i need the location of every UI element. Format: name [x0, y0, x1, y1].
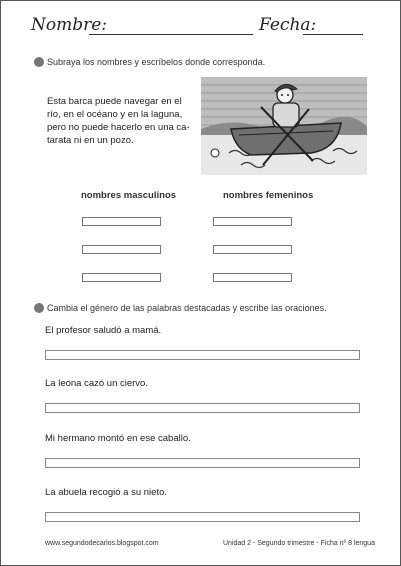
feminine-answer-box-1[interactable]: [213, 217, 292, 226]
sentence-4: La abuela recogió a su nieto.: [45, 487, 168, 498]
name-label: Nombre:: [31, 15, 108, 35]
sentence-2: La leona cazó un ciervo.: [45, 378, 148, 389]
footer-url: www.segundodecarlos.blogspot.com: [45, 540, 159, 547]
exercise-1-instruction: Subraya los nombres y escríbelos donde corresponda.: [47, 57, 266, 67]
footer-unit: Unidad 2 - Segundo trimestre - Ficha nº 8 lengua: [223, 540, 375, 547]
exercise-1-paragraph: [47, 95, 197, 147]
date-line[interactable]: [303, 34, 363, 35]
write-line-1[interactable]: [45, 350, 360, 360]
feminine-answer-box-2[interactable]: [213, 245, 292, 254]
exercise-2-instruction: Cambia el género de las palabras destacadas y escribe las oraciones.: [47, 303, 327, 313]
paragraph-line: pero no puede hacerlo en una ca-: [47, 122, 190, 133]
paragraph-line: tarata ni en un pozo.: [47, 135, 134, 146]
date-label: Fecha:: [259, 15, 317, 35]
exercise-1-bullet: [34, 57, 44, 67]
rowing-boy-illustration: [201, 77, 367, 175]
sentence-3: Mi hermano montó en ese caballo.: [45, 433, 191, 444]
write-line-4[interactable]: [45, 512, 360, 522]
write-line-2[interactable]: [45, 403, 360, 413]
name-line[interactable]: [89, 34, 253, 35]
sentence-1: El profesor saludó a mamá.: [45, 325, 162, 336]
paragraph-line: río, en el océano y en la laguna,: [47, 109, 183, 120]
feminine-column-header: nombres femeninos: [223, 190, 314, 201]
masculine-column-header: nombres masculinos: [81, 190, 177, 201]
masculine-answer-box-3[interactable]: [82, 273, 161, 282]
write-line-3[interactable]: [45, 458, 360, 468]
exercise-2-bullet: [34, 303, 44, 313]
masculine-answer-box-1[interactable]: [82, 217, 161, 226]
feminine-answer-box-3[interactable]: [213, 273, 292, 282]
masculine-answer-box-2[interactable]: [82, 245, 161, 254]
paragraph-line: Esta barca puede navegar en el: [47, 96, 182, 107]
